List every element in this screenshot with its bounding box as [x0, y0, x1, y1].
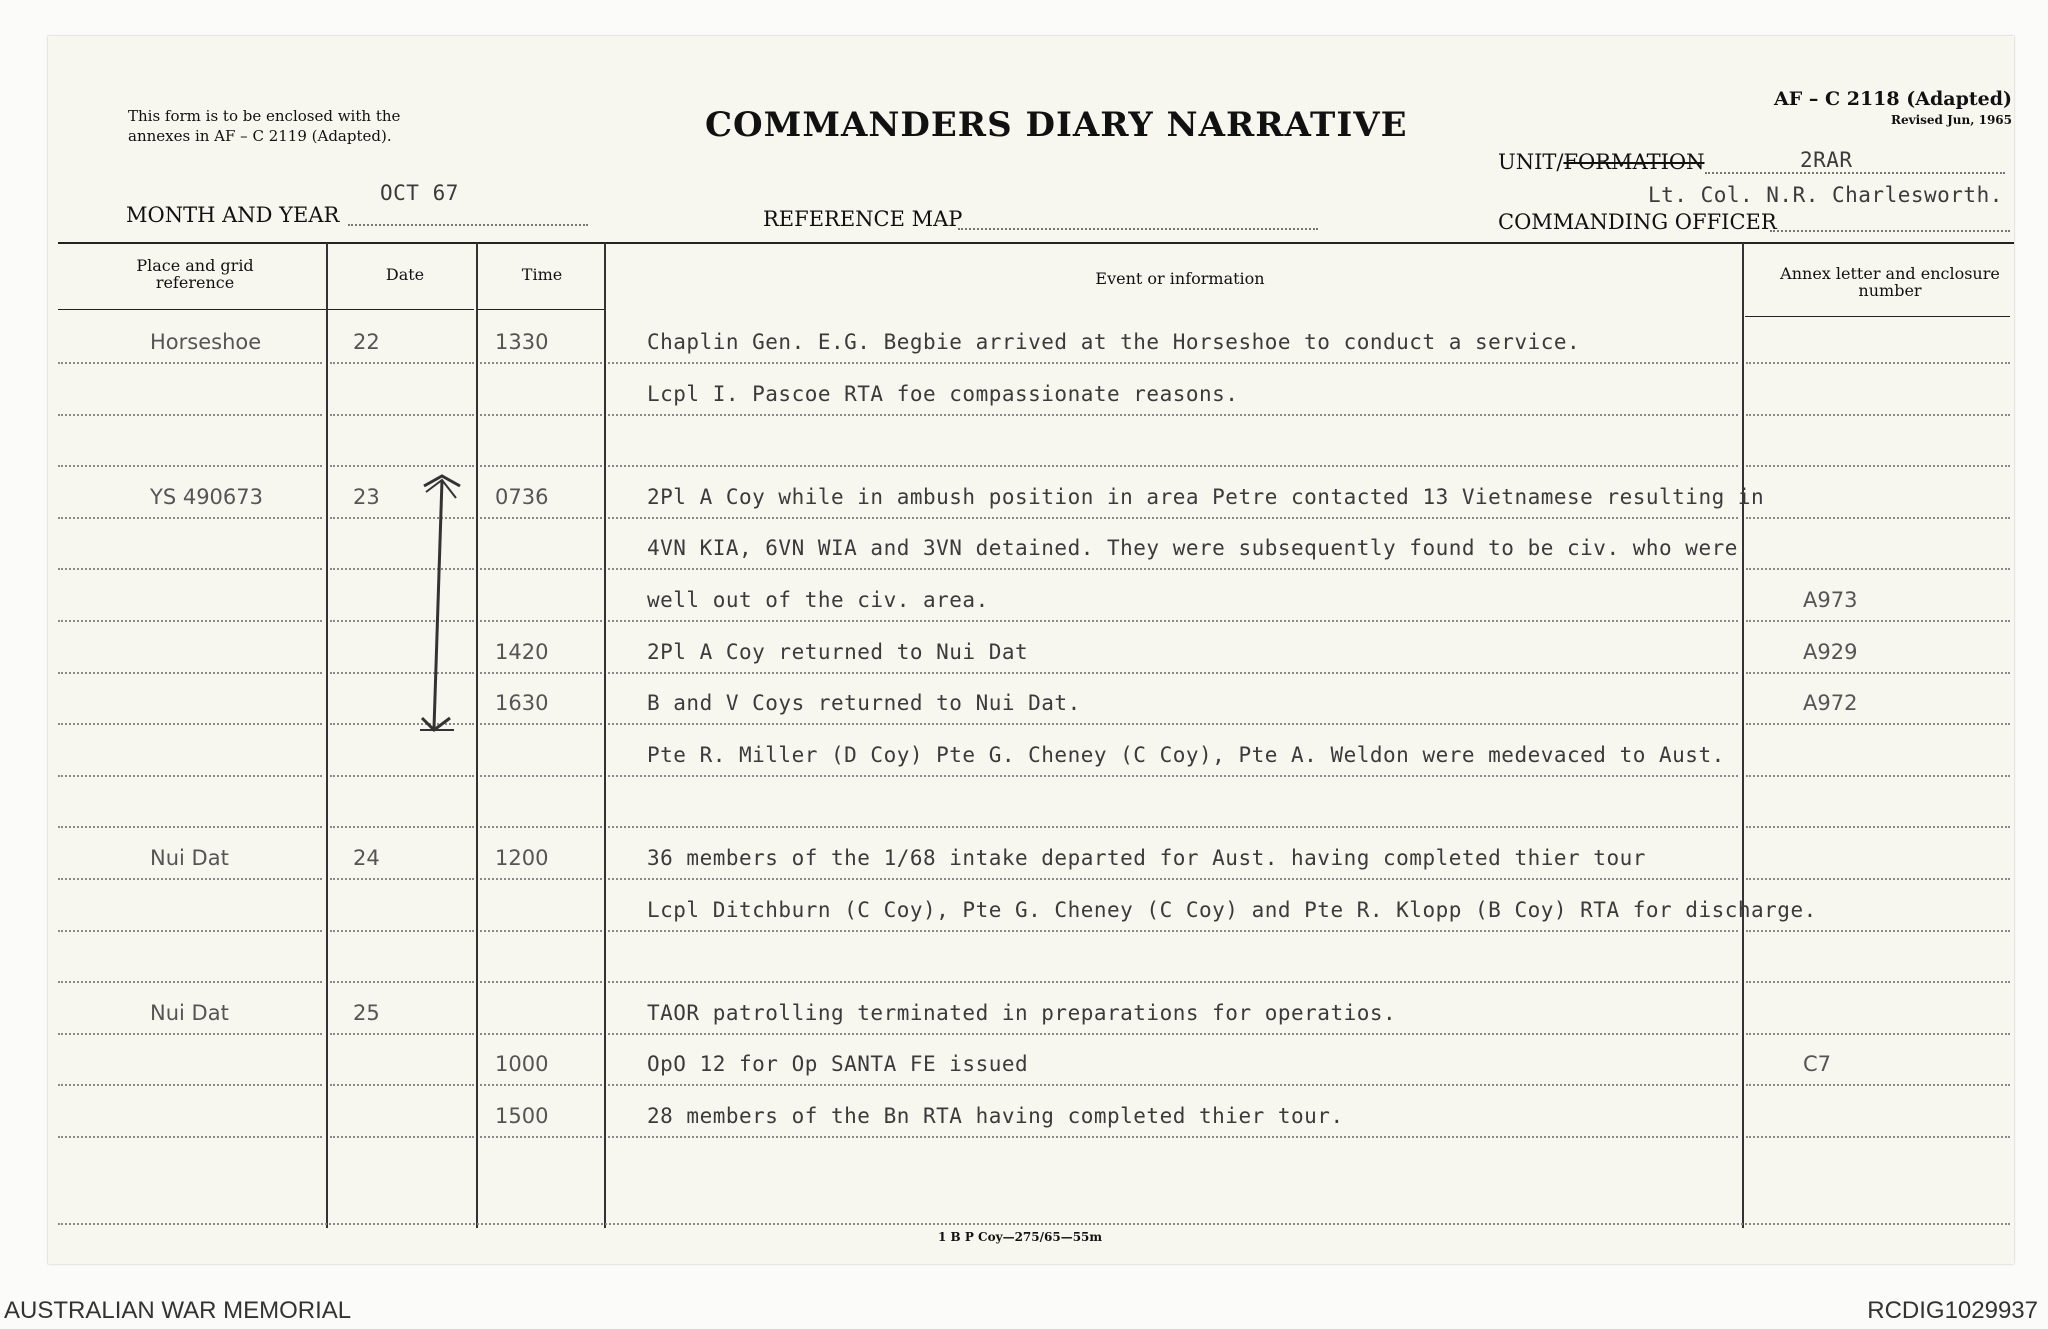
row-dotted-rule: [1746, 465, 2010, 467]
row-dotted-rule: [480, 465, 602, 467]
row-dotted-rule: [608, 723, 1738, 725]
row-dotted-rule: [58, 620, 322, 622]
row-date-cell: 24: [353, 846, 380, 870]
row-event-cell: 28 members of the Bn RTA having completed thier tour.: [647, 1104, 1344, 1128]
row-dotted-rule: [608, 517, 1738, 519]
row-dotted-rule: [608, 930, 1738, 932]
row-event-cell: Pte R. Miller (D Coy) Pte G. Cheney (C Coy), Pte A. Weldon were medevaced to Aust.: [647, 743, 1725, 767]
row-dotted-rule: [1746, 672, 2010, 674]
row-dotted-rule: [58, 878, 322, 880]
row-event-cell: TAOR patrolling terminated in preparations for operatios.: [647, 1001, 1397, 1025]
footer-institution: AUSTRALIAN WAR MEMORIAL: [4, 1297, 352, 1324]
row-dotted-rule: [480, 362, 602, 364]
row-date-cell: 25: [353, 1001, 380, 1025]
row-dotted-rule: [58, 1136, 322, 1138]
unit-label: [1498, 150, 1704, 174]
print-code: 1 B P Coy—275/65—55m: [938, 1230, 1103, 1244]
row-dotted-rule: [1746, 723, 2010, 725]
row-dotted-rule: [480, 672, 602, 674]
row-dotted-rule: [1746, 414, 2010, 416]
row-time-cell: 1500: [495, 1104, 549, 1128]
row-time-cell: 1330: [495, 330, 549, 354]
row-dotted-rule: [1746, 517, 2010, 519]
row-time-cell: 1200: [495, 846, 549, 870]
form-title: COMMANDERS DIARY NARRATIVE: [705, 105, 1408, 145]
month-year-dotted-line: [348, 224, 588, 226]
unit-label-struck: FORMATION: [1563, 150, 1705, 174]
row-dotted-rule: [58, 465, 322, 467]
row-dotted-rule: [58, 1033, 322, 1035]
row-event-cell: Lcpl Ditchburn (C Coy), Pte G. Cheney (C Coy) and Pte R. Klopp (B Coy) RTA for discharge.: [647, 898, 1817, 922]
row-dotted-rule: [330, 878, 474, 880]
reference-map-label: REFERENCE MAP: [763, 207, 963, 231]
place-column-header: Place and grid reference: [136, 256, 254, 292]
date-range-arrow-icon: [420, 474, 470, 734]
row-event-cell: Chaplin Gen. E.G. Begbie arrived at the Horseshoe to conduct a service.: [647, 330, 1581, 354]
row-dotted-rule: [330, 775, 474, 777]
row-dotted-rule: [608, 1136, 1738, 1138]
row-dotted-rule: [58, 517, 322, 519]
date-column-header: Date: [385, 265, 425, 284]
row-dotted-rule: [480, 1084, 602, 1086]
unit-value: 2RAR: [1800, 148, 1853, 172]
month-year-value: OCT 67: [380, 181, 459, 205]
event-column-rule: [604, 243, 606, 1228]
time-column-rule: [476, 243, 478, 1228]
row-dotted-rule: [608, 620, 1738, 622]
row-dotted-rule: [58, 723, 322, 725]
time-column-header: Time: [521, 265, 563, 284]
row-dotted-rule: [608, 414, 1738, 416]
footer-record-id: RCDIG1029937: [1867, 1297, 2038, 1324]
row-dotted-rule: [608, 1084, 1738, 1086]
enclosure-note: This form is to be enclosed with the annexes in AF – C 2119 (Adapted).: [128, 107, 401, 145]
event-column-header: Event or information: [1095, 269, 1265, 288]
reference-map-dotted-line: [958, 228, 1318, 230]
row-dotted-rule: [480, 414, 602, 416]
row-dotted-rule: [1746, 1136, 2010, 1138]
month-year-label: MONTH AND YEAR: [126, 203, 340, 227]
row-annex-cell: C7: [1803, 1052, 1832, 1076]
row-time-cell: 0736: [495, 485, 549, 509]
annex-header-rule: [1745, 316, 2010, 317]
form-number: AF – C 2118 (Adapted): [1774, 88, 2012, 110]
row-dotted-rule: [608, 981, 1738, 983]
row-place-cell: YS 490673: [150, 485, 263, 509]
row-dotted-rule: [480, 620, 602, 622]
table-top-rule: [58, 242, 2014, 244]
row-dotted-rule: [1746, 930, 2010, 932]
co-dotted-line: [1770, 230, 2010, 232]
row-time-cell: 1630: [495, 691, 549, 715]
row-dotted-rule: [608, 672, 1738, 674]
row-place-cell: Horseshoe: [150, 330, 262, 354]
row-event-cell: 36 members of the 1/68 intake departed for Aust. having completed thier tour: [647, 846, 1646, 870]
time-header-rule: [478, 309, 604, 310]
row-dotted-rule: [1746, 981, 2010, 983]
row-dotted-rule: [1746, 362, 2010, 364]
row-event-cell: OpO 12 for Op SANTA FE issued: [647, 1052, 1029, 1076]
row-event-cell: 2Pl A Coy returned to Nui Dat: [647, 640, 1029, 664]
row-date-cell: 23: [353, 485, 380, 509]
commanding-officer-value: Lt. Col. N.R. Charlesworth.: [1648, 183, 2003, 207]
row-dotted-rule: [330, 981, 474, 983]
row-time-cell: 1000: [495, 1052, 549, 1076]
row-event-cell: 4VN KIA, 6VN WIA and 3VN detained. They were subsequently found to be civ. who were: [647, 536, 1738, 560]
row-dotted-rule: [480, 723, 602, 725]
row-dotted-rule: [608, 878, 1738, 880]
row-dotted-rule: [330, 414, 474, 416]
row-event-cell: well out of the civ. area.: [647, 588, 989, 612]
row-dotted-rule: [480, 1136, 602, 1138]
row-dotted-rule: [330, 1033, 474, 1035]
row-place-cell: Nui Dat: [150, 1001, 229, 1025]
row-dotted-rule: [608, 1033, 1738, 1035]
row-event-cell: B and V Coys returned to Nui Dat.: [647, 691, 1081, 715]
row-dotted-rule: [58, 414, 322, 416]
date-column-rule: [326, 243, 328, 1228]
row-dotted-rule: [608, 775, 1738, 777]
row-dotted-rule: [1746, 878, 2010, 880]
row-annex-cell: A929: [1803, 640, 1858, 664]
row-dotted-rule: [1746, 775, 2010, 777]
row-dotted-rule: [608, 362, 1738, 364]
row-dotted-rule: [608, 465, 1738, 467]
row-dotted-rule: [58, 568, 322, 570]
row-dotted-rule: [480, 878, 602, 880]
row-dotted-rule: [58, 1084, 322, 1086]
annex-column-header: Annex letter and enclosure number: [1780, 264, 2000, 300]
row-dotted-rule: [58, 930, 322, 932]
commanding-officer-label: COMMANDING OFFICER: [1498, 210, 1777, 234]
row-dotted-rule: [330, 362, 474, 364]
revised-date: Revised Jun, 1965: [1891, 113, 2012, 127]
row-dotted-rule: [330, 1136, 474, 1138]
row-dotted-rule: [480, 517, 602, 519]
row-dotted-rule: [480, 930, 602, 932]
row-dotted-rule: [480, 1033, 602, 1035]
row-dotted-rule: [480, 775, 602, 777]
row-dotted-rule: [330, 826, 474, 828]
row-annex-cell: A972: [1803, 691, 1858, 715]
row-dotted-rule: [58, 672, 322, 674]
row-dotted-rule: [480, 826, 602, 828]
place-header-rule: [58, 309, 326, 310]
row-date-cell: 22: [353, 330, 380, 354]
row-dotted-rule: [608, 826, 1738, 828]
table-bottom-rule: [58, 1223, 2010, 1225]
row-dotted-rule: [1746, 620, 2010, 622]
unit-label-prefix: UNIT/: [1498, 150, 1564, 174]
row-dotted-rule: [1746, 568, 2010, 570]
row-dotted-rule: [58, 981, 322, 983]
row-dotted-rule: [1746, 1084, 2010, 1086]
row-place-cell: Nui Dat: [150, 846, 229, 870]
unit-dotted-line: [1705, 172, 2005, 174]
row-event-cell: 2Pl A Coy while in ambush position in area Petre contacted 13 Vietnamese resulting in: [647, 485, 1765, 509]
row-dotted-rule: [1746, 826, 2010, 828]
row-dotted-rule: [58, 362, 322, 364]
date-header-rule: [328, 309, 474, 310]
row-event-cell: Lcpl I. Pascoe RTA foe compassionate reasons.: [647, 382, 1239, 406]
row-dotted-rule: [608, 568, 1738, 570]
row-dotted-rule: [58, 826, 322, 828]
row-dotted-rule: [480, 981, 602, 983]
row-dotted-rule: [330, 465, 474, 467]
row-dotted-rule: [58, 775, 322, 777]
row-annex-cell: A973: [1803, 588, 1858, 612]
row-dotted-rule: [330, 1084, 474, 1086]
row-dotted-rule: [1746, 1033, 2010, 1035]
row-dotted-rule: [330, 930, 474, 932]
row-dotted-rule: [480, 568, 602, 570]
row-time-cell: 1420: [495, 640, 549, 664]
annex-column-rule: [1742, 243, 1744, 1228]
